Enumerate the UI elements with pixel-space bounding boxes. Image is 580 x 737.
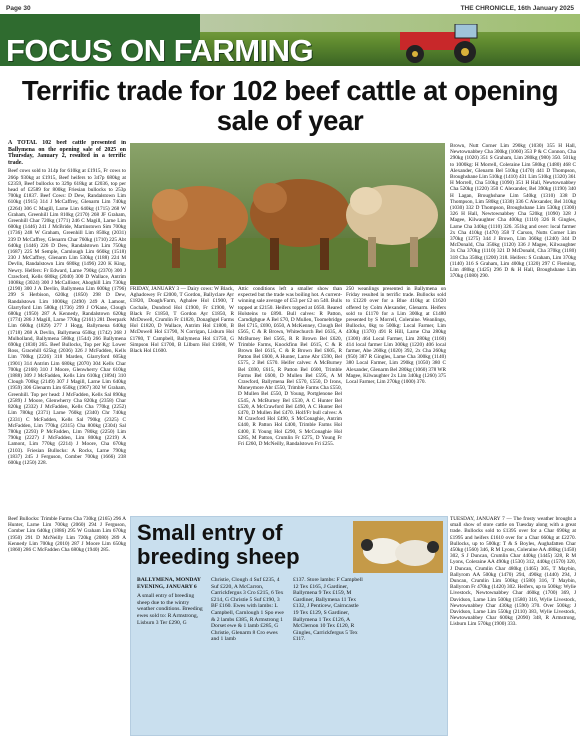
page-header [6,2,574,14]
banner-title: FOCUS ON FARMING [6,33,314,68]
box-text-3: £137. Store lambs: F Campbell 12 Tex £165, J Gardiner, Ballymena 9 Tex £159, M Gardiner, Ballymena 11 Tex £132, J Penticew, Cairncastle 19 Tex £129, S Gardiner, Ballymena 1 Tex £126, A McClernon 10 Tex £120, R Gingles, Carrickfergus 5 Tex £117. [293,577,363,643]
box-column-3 [293,577,365,727]
article-text-2: Attic conditions left a smaller show than expected but the trade was boiling hot. A current-winning sale average of £53 per £2 on 540. Bulls topped at £2150. Heifers topped at £650. Reared Holsteins to £890. Bull calves: R Patton, Carndighgue A Bel £70, D Mullen, Toomebridge Bel £715, £690, £650, A McKenney, Clough Bel £565, C & R Brown, Whitechurch Bel £635, A McBurney Bel £565, R R Brown Bel £620, Trimble Farms, Knockfinn Bel £615, C & R Brown Bel £615, C & R Brown Bel £605, R Patton Bel £600, A Hunter, Larne Abr £590, Bel £575, 2 Bel £570. Heifer calves: A McBurney Bel £690, £615, R Patton Bel £600, Trimble Farms Bel £600, D Mullen Bel £595, A M Crawford, Ballymena Bel £570, £550, D Irons, Moneymore Abr £550, Trimble Farms Cha £550, D Mullen Bel £550, D Young, Portglenone Bel £545, A McBurney Bel £530, A C Hunter Bel £520, A McCrawford Bel £490, A C Hunter Bel £470, D Mullen Bel £470. Holf/Fr bull calves: A M Crawford Hol £490, S McConaghie, Antrim £440, R Patton Hol £400, Trimble Farms Hol £400, E Young Hol £290, S McConaghie Hol £285, M Patton, Crumlin Fr £275, D Young Fr Fri £260, D McNeilly, Randalstown Fri £255. [238,286,342,448]
cattle-photo [130,143,445,285]
cattle-photo-image [130,143,445,285]
article-text-3: 250 weanlings presented in Ballymena on Friday resulted in terrific trade. Bullocks sold to £1220 over for a Blue 410kg at £1620 offered by Colm Alexander, Glenarm. Heifers sold to £1170 for a Lim 300kg at £1480 presented by S Morrell, Coleraine. Weanlings, Bullocks, 0kg to 500kg: Local Farmer, Lim 430kg (1370) 491 R Hill, Larne Cha 280kg (1300) 464 Local Farmer, Lim 280kg (1160) 414 local farmer Lim 300kg (1220) 406 local farmer, Abe 260kg (1020) 392, 2x Cha 260kg (950) 387 R Gingles, Larne Cha 300kg (1140) 380 Local Farmer, Lim 290kg (1050) 380 C Alexander, Glenarm Bel 280kg (1060) 378 WR Magee, Kilwaughter 2x Lim 340kg (1260) 375 Local Farmer, Lim 270kg (1000) 370. [346,286,446,386]
article-text-1-cont: Beef Bullocks: Trimble Farms Cha 730kg (2165) 296 A Hunter, Larne Lim 700kg (2060) 294 J Ferguson, Comber Lim 640kg (1886) 295 W Graham Lim 670kg (1950) 291 D McNeilly Lim 720kg (2080) 289 A Kennedy Lim 700kg (2010) 287 J Moore Lim 650kg (1860) 286 C McFadden Cha 680kg (1940) 285. [8,516,126,554]
box-title: Small entry of breeding sheep [137,520,300,569]
tractor-illustration [360,24,520,64]
article-text-5: TUESDAY, JANUARY 7 — The frosty weather brought a small show of store cattle on Tuesday along with a great trade. Bullocks sold to £1395 over for a Char 690kg at £1995 and heifers £1610 over for a Char 660kg at £2270. Bullocks, up to 500kg: T & S Boyles, Aughafatten Char 450kg (1560) 346, R M Lyons, Coleraine AA 480kg (1450) 302, S J Duncan, Crumlin Char 440kg (1445) 328, R M Lyons, Coleraine AA 490kg (1530) 312, 440kg (1570) 320, J Duncan, Crumlin Char 480kg (1465) 305, T Maybin, Ballyrom AA 500kg (1470) 294, 490kg (1440) 294, J Duncan, Crumlin Lim 500kg (1580) 316, T Maybin, Ballyrom Fr 470kg (1420) 302. Heifers, up to 500kg: Wylie Livestock, Newtownabbey Char 460kg (1700) 369, J Davidson, Larne Lim 500kg (1580) 316, Wylie Livestock, Newtownabbey Char 430kg (1590) 370. Over 500kg: J Davidson, Larne Lim 550kg (2110) 383, Wylie Livestock, Newtownabbey Char 600kg (2090) 348, R Armstrong, Lisburn Lim 570kg (1900) 333. [450,516,576,628]
box-text-2: Christie, Clough 4 Suf £235, 4 Suf £220, A McCarron, Carrickfergus 3 Cro £215, 6 Tex £214, G Christie 5 Suf £190, 3 BF £160. Ewes with lambs: L Campbell, Carnlough 1 Spo ewe & 2 lambs £385, R Armstrong 1 Dorset ewe & 1 lamb £285, G Christie, Glenarm 8 Cro ewes and 1 lamb [211,577,284,643]
article-lead: A TOTAL 102 beef cattle presented in Ballymena on the opening sale of 2025 on Thursday, January 2, resulted in a terrific trade. [8,140,126,166]
article-column-5 [450,516,576,737]
sheep-sale-box [130,516,448,736]
main-headline: Terrific trade for 102 beef cattle at opening sale of year [21,75,559,136]
article-column-3 [346,286,446,514]
article-column-4 [450,143,576,514]
article-column-1-lower [8,516,126,737]
article-text-4: Brown, Nutt Corner Lim 290kg (1030) 355 H Hall, Newtownabbey Cha 300kg (1060) 353 P & C Connon, Cha 290kg (1020) 351 S Graham, Lim 280kg (980) 350. 501kg to 1000kg: H Morrell, Coleraine Lim 580kg (1480) 468 C Alexander, Glenarm Bel 510kg (1470) 441 D Thompson, Broughshane Lim 510kg (1410) 431 Lim 510kg (1320) 361 H Morrell, Cha 510kg (1090) 351 H Hall, Newtownabbey Cha 520kg (1220) 350 C Alexander, Bel 390kg (1190) 340 H Lagan, Broughshane Lim 540kg (1310) 338 D Thompson, Lim 580kg (1330) 336 C Alexander, Bel 310kg (1030) 332 D Thompson, Broughshane Lim 530kg (1300) 326 H Hall, Newtownabbey Cha 520kg (1090) 328 J Magee, Kilwaughter Cha 400kg (1110) 326 R Gingles, Larne Cha 340kg (1110) 326. 351kg and over: local farmer 2x Cha 410kg (1470) 358 T Carson, Nutts Corner Lim 370kg (1275) 344 J Brown, Lim 360kg (1240) 344 D McDonald, Cha 350kg (1120) 336 J Magee, Kilwaughter 3x Cha 370kg (1110) 321 D McDonald, Cha 370kg (1180) 318 Cha 350kg (1200) 318. Heifers: S Graham, Lim 370kg (1140) 316 S Graham, Lim 400kg (1320) 297 C Fleming, Lim 480kg (1425) 296 D & H Hall, Broughshane Lim 370kg (1080) 290. [450,143,576,280]
article-text-1: Beef cows sold to 314p for 610kg at £1915, Fr cows to 266p 930kg at £1915, Beef heifers to 347p 680kg at £2359, Beef bullocks to 329p 618kg at £2036, top per head of £2589 for 800kg Friesian bullocks to 253p 700kg £1837. Beef Cows: D Dew, Randalstown Lim 610kg (1915) 314 J McCaffrey, Glenarm Lim 740kg (2264) 306 C Magill, Larne Lim 640kg (1715) 268 W Graham, Greenhill Lim 810kg (2170) 268 JF Graham, Greenhill Char 720kg (1771) 246 C Magill, Larne Lim 600kg (1446) 241 J McBride, Martinstown Sim 700kg (1736) 248 W Graham, Greenhill Lim 850kg (2031) 239 D McCaffrey, Glenarm Char 760kg (1710) 225 Abt 640kg (1446) 226 D Dew, Randalstown Lim 750kg (1687) 225 M Semple, Carnlough Lim 660kg (1518) 230 J McCaffrey, Glenarm Lim 530kg (1188) 224 M Devlin, Randalstown Lim 680kg (1496) 220 K King, Newry. Helfers: Fr Edward, Larne 790kg (2370) 300 J Crawford, Kells 680kg (2040) 300 D Wallace, Antrim 1008kg (3024) 300 J McCallister, Ahoghill Lim 730kg (2190) 300 J A Devlin, Ballymena Lim 600kg (1796) 299 S Herbison, 620kg (1850) 298 D Dew, Randalstown Lim 1000kg (2490) 249 A Lamont, Glarryford Lim 580kg (1736) 299 J O'Kane, Clough 680kg (1950) 287 A Kennedy, Randalstown 620kg (1774) 286 J Magill, Larne 770kg (2161) 281 Deerpark Lim 660kg (1829) 277 J Hogg, Ballymena 640kg (1718) 268 A Devlin, Ballymena 650kg (1742) 268 J Mulholland, Ballymena 580kg (1544) 266 Ballymena 690kg (1830) 265. Beef Bullocks, Top per Kg: Lower Ross, Gracehill 625kg (2036) 326 J McFadden, Kells Lim 700kg (2226) 318 Marden, Glarryford 605kg (1901) 314 Antrim Lim 680kg (2070) 304 Kells Char 700kg (2168) 310 J Moore, Glenwherry Char 610kg (1888) 309 J McFadden, Kells Lim 610kg (1894) 310 Clough 700kg (2149) 307 J Magill, Larne Lim 640kg (1959) 306 Glenarm Lim 650kg (1967) 302 W Graham, Greenhill. Top per head: J McFadden, Kells Sal 890kg (2589) J Moore, Glenwherry Cha 820kg (2358) Char 820kg (2332) J McFadden, Kells Cha 770kg (2252) Lim 780kg (2371) Larne 760kg (2340) Chr 740kg (2331) C McFadden, Kells Sal 790kg (2325) C McFadden, Lim 770kg (2315) Cha 800kg (2304) Sal 780kg (2293) P McFadden, Lim 780kg (2250) Lim 790kg (2227) J McFadden, Lim 800kg (2219) A Lamont, Lim 770kg (2214) J Moore, Cha 670kg (2103). Friesian Bullocks: A Rocks, Larne 790kg (1837) 245 J Ferguson, Comber 700kg (1666) 238 600kg (1250) 228. [8,168,126,466]
article-column-2 [238,286,342,514]
page-number: Page 30 [6,4,31,12]
section-banner [0,14,580,66]
article-column-1 [8,140,126,515]
article-text-1b: FRIDAY, JANUARY 3 — Dairy cows: W Black, Aghadowey Fr £2000, T Gordon, Ballyclare Ayr £1820, Doagh/Farm, Aghalee Hol £1900, T Cochale, Dundrod Hol £1900, Fr £1900, W Black Fr £1850, T Gordon Ayr £1850, R McDowell, Crumlin Fr £1820, Donaghgel Farms Hol £1820, D Wallace, Antrim Hol £1800, B McDowell Hol £1790, N Corrigan, Lisburn Hol £1780, T Campbell, Ballymena Hol £1750, G Simpson Hol £1700, B Lilburn Hol £1680, W Black Hol £1600. [130,286,234,355]
sheep-photo-image [353,521,443,573]
box-dateline: BALLYMENA, MONDAY EVENING, JANUARY 6 [137,577,201,590]
article-column-photo-below [130,286,234,514]
box-column-2 [211,577,287,727]
box-column-1 [137,577,205,727]
publication-date: THE CHRONICLE, 16th January 2025 [460,4,574,12]
sheep-photo [353,521,443,573]
box-text-1: A small entry of breeding sheep due to the wintry weather conditions. Breeding ewes sold to: R Armstrong, Lisburn 3 Ter £290, G [137,593,203,626]
